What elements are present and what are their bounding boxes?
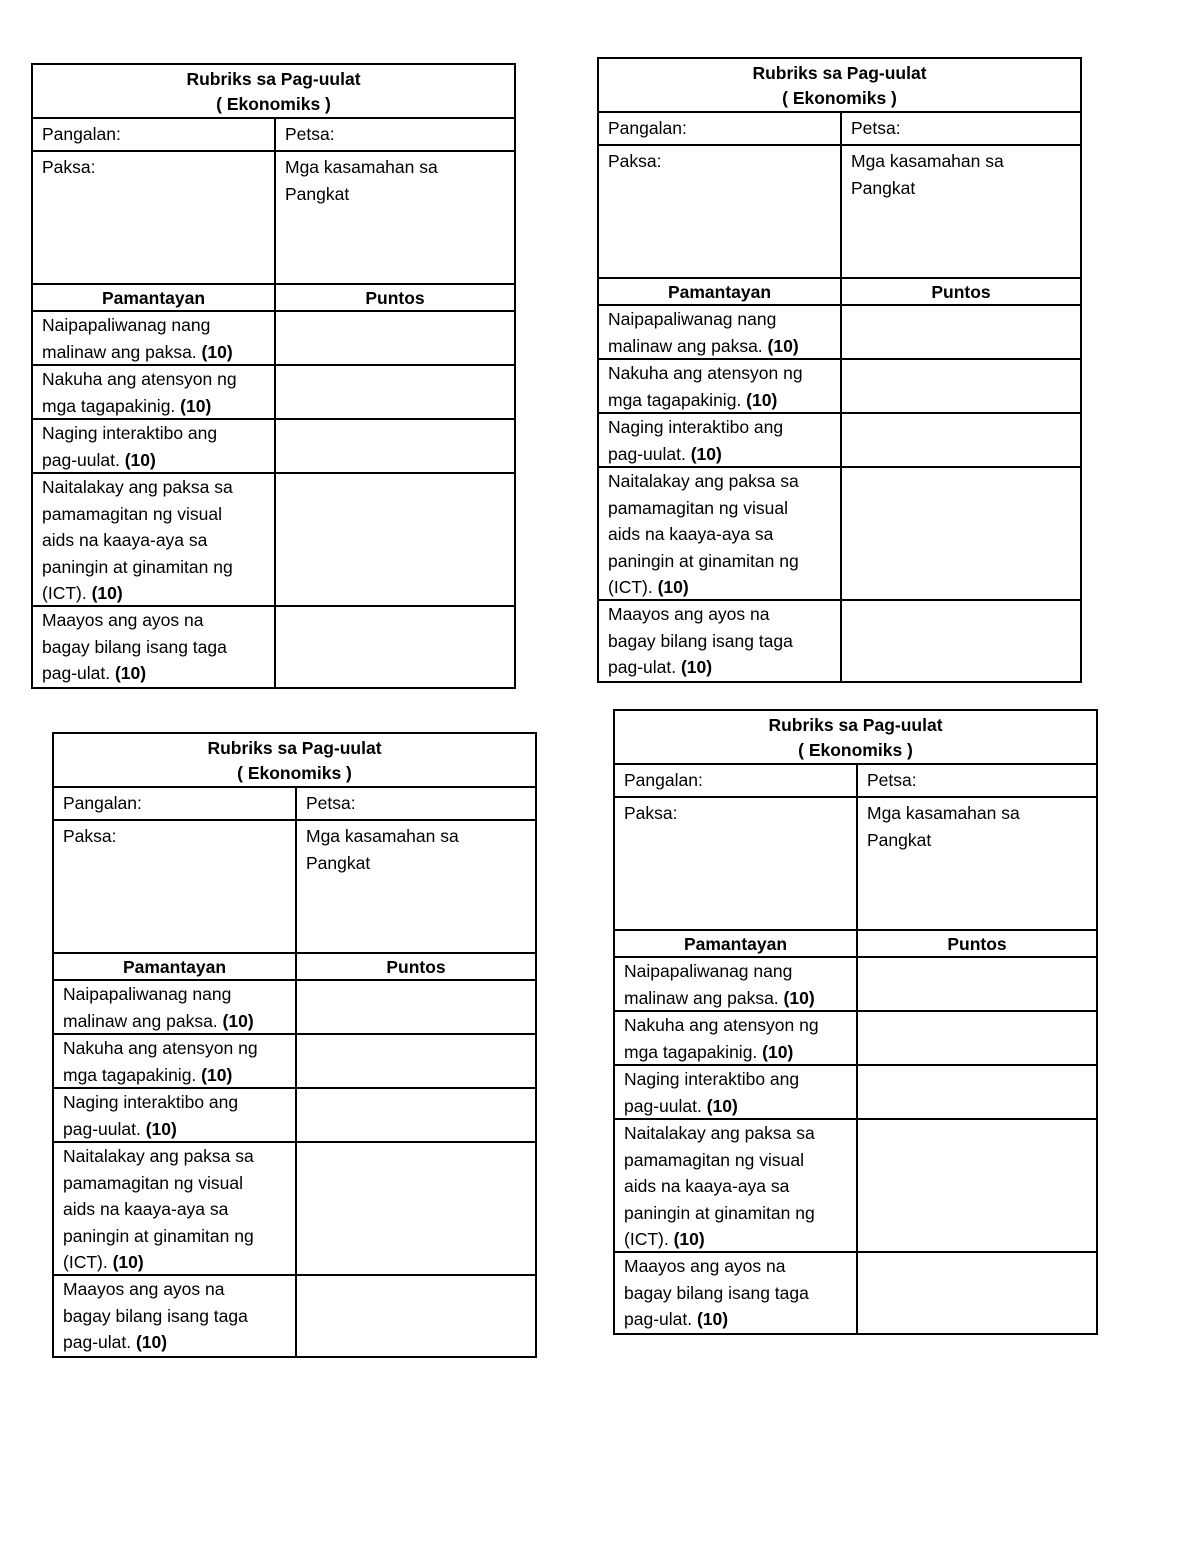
criteria-text: Naitalakay ang paksa sa pamamagitan ng visual aids na kaaya-aya sa paningin at ginamitan ng (ICT).: [63, 1146, 254, 1272]
score-cell[interactable]: [842, 306, 1080, 358]
rubric-card: [31, 63, 516, 689]
criteria-row: [615, 1066, 1096, 1120]
criteria-row: [599, 601, 1080, 681]
score-cell[interactable]: [858, 1066, 1096, 1118]
rubric-card: [613, 709, 1098, 1335]
score-cell[interactable]: [858, 1253, 1096, 1333]
score-cell[interactable]: [858, 1120, 1096, 1251]
date-field[interactable]: Petsa:: [306, 793, 356, 813]
criteria-row: [33, 474, 514, 607]
criteria-row: [615, 1012, 1096, 1066]
criteria-max-points: (10): [673, 1229, 705, 1249]
score-cell[interactable]: [276, 366, 514, 418]
date-field[interactable]: Petsa:: [285, 124, 335, 144]
rubric-card: [597, 57, 1082, 683]
criteria-text: Naging interaktibo ang pag-uulat.: [63, 1092, 239, 1139]
criteria-row: [54, 1089, 535, 1143]
score-cell[interactable]: [297, 1089, 535, 1141]
criteria-header: Pamantayan: [33, 285, 276, 310]
criteria-text: Maayos ang ayos na bagay bilang isang taga pag-ulat.: [624, 1256, 809, 1329]
table-header-row: [33, 285, 514, 312]
score-cell[interactable]: [858, 958, 1096, 1010]
criteria-row: [54, 1276, 535, 1356]
points-header: Puntos: [386, 957, 446, 977]
rubric-title: [33, 65, 514, 119]
criteria-max-points: (10): [124, 449, 156, 470]
topic-row: [599, 146, 1080, 279]
criteria-max-points: (10): [135, 1332, 168, 1352]
topic-row: [54, 821, 535, 954]
score-cell[interactable]: [276, 312, 514, 364]
name-field[interactable]: Pangalan:: [615, 765, 858, 796]
name-date-row: [33, 119, 514, 152]
table-header-row: [599, 279, 1080, 306]
criteria-text: Naipapaliwanag nang malinaw ang paksa.: [608, 309, 777, 356]
criteria-text: Maayos ang ayos na bagay bilang isang taga pag-ulat.: [63, 1279, 248, 1352]
rubric-title-line2: ( Ekonomiks ): [216, 94, 331, 114]
criteria-row: [615, 958, 1096, 1012]
score-cell[interactable]: [276, 420, 514, 472]
name-field[interactable]: Pangalan:: [599, 113, 842, 144]
criteria-text: Naitalakay ang paksa sa pamamagitan ng visual aids na kaaya-aya sa paningin at ginamitan ng (ICT).: [624, 1123, 815, 1249]
score-cell[interactable]: [297, 1143, 535, 1274]
group-members-field[interactable]: Mga kasamahan sa Pangkat: [851, 151, 1004, 198]
criteria-text: Naitalakay ang paksa sa pamamagitan ng visual aids na kaaya-aya sa paningin at ginamitan ng (ICT).: [608, 471, 799, 597]
table-header-row: [615, 931, 1096, 958]
criteria-text: Maayos ang ayos na bagay bilang isang taga pag-ulat.: [608, 604, 793, 677]
score-cell[interactable]: [276, 607, 514, 687]
topic-field[interactable]: Paksa:: [599, 146, 842, 277]
score-cell[interactable]: [297, 981, 535, 1033]
criteria-row: [615, 1253, 1096, 1333]
criteria-text: Maayos ang ayos na bagay bilang isang taga pag-ulat.: [42, 610, 227, 683]
criteria-row: [33, 607, 514, 687]
score-cell[interactable]: [297, 1276, 535, 1356]
criteria-text: Naging interaktibo ang pag-uulat.: [624, 1069, 800, 1116]
score-cell[interactable]: [297, 1035, 535, 1087]
criteria-text: Nakuha ang atensyon ng mga tagapakinig.: [63, 1038, 258, 1085]
rubric-title-line1: Rubriks sa Pag-uulat: [186, 69, 361, 89]
criteria-max-points: (10): [91, 583, 123, 603]
points-header: Puntos: [365, 288, 425, 308]
date-field[interactable]: Petsa:: [867, 770, 917, 790]
group-members-field[interactable]: Mga kasamahan sa Pangkat: [867, 803, 1020, 850]
rubric-title: [615, 711, 1096, 765]
criteria-max-points: (10): [690, 443, 722, 464]
name-date-row: [599, 113, 1080, 146]
name-field[interactable]: Pangalan:: [54, 788, 297, 819]
name-field[interactable]: Pangalan:: [33, 119, 276, 150]
rubric-card: [52, 732, 537, 1358]
criteria-max-points: (10): [222, 1010, 254, 1031]
criteria-text: Naipapaliwanag nang malinaw ang paksa.: [42, 315, 211, 362]
criteria-header: Pamantayan: [615, 931, 858, 956]
criteria-max-points: (10): [112, 1252, 144, 1272]
criteria-max-points: (10): [657, 577, 689, 597]
score-cell[interactable]: [842, 414, 1080, 466]
rubric-title-line2: ( Ekonomiks ): [237, 763, 352, 783]
topic-row: [33, 152, 514, 285]
points-header: Puntos: [947, 934, 1007, 954]
rubric-title: [599, 59, 1080, 113]
group-members-field[interactable]: Mga kasamahan sa Pangkat: [285, 157, 438, 204]
rubric-title-line1: Rubriks sa Pag-uulat: [768, 715, 943, 735]
criteria-row: [54, 1035, 535, 1089]
rubric-title-line1: Rubriks sa Pag-uulat: [752, 63, 927, 83]
criteria-row: [54, 1143, 535, 1276]
points-header: Puntos: [931, 282, 991, 302]
criteria-max-points: (10): [680, 657, 713, 677]
topic-row: [615, 798, 1096, 931]
criteria-text: Nakuha ang atensyon ng mga tagapakinig.: [42, 369, 237, 416]
criteria-max-points: (10): [696, 1309, 729, 1329]
criteria-text: Naipapaliwanag nang malinaw ang paksa.: [624, 961, 793, 1008]
criteria-row: [599, 306, 1080, 360]
criteria-max-points: (10): [145, 1118, 177, 1139]
criteria-text: Nakuha ang atensyon ng mga tagapakinig.: [624, 1015, 819, 1062]
criteria-max-points: (10): [746, 389, 778, 410]
criteria-max-points: (10): [706, 1095, 738, 1116]
table-header-row: [54, 954, 535, 981]
score-cell[interactable]: [858, 1012, 1096, 1064]
criteria-text: Naging interaktibo ang pag-uulat.: [42, 423, 218, 470]
criteria-max-points: (10): [767, 335, 799, 356]
rubric-title-line2: ( Ekonomiks ): [782, 88, 897, 108]
score-cell[interactable]: [842, 360, 1080, 412]
criteria-text: Naitalakay ang paksa sa pamamagitan ng visual aids na kaaya-aya sa paningin at ginamitan ng (ICT).: [42, 477, 233, 603]
criteria-row: [33, 312, 514, 366]
criteria-row: [599, 360, 1080, 414]
criteria-row: [54, 981, 535, 1035]
criteria-row: [33, 420, 514, 474]
name-date-row: [54, 788, 535, 821]
criteria-max-points: (10): [201, 341, 233, 362]
criteria-text: Naipapaliwanag nang malinaw ang paksa.: [63, 984, 232, 1031]
criteria-max-points: (10): [762, 1041, 794, 1062]
criteria-header: Pamantayan: [54, 954, 297, 979]
criteria-max-points: (10): [180, 395, 212, 416]
criteria-row: [615, 1120, 1096, 1253]
criteria-row: [599, 414, 1080, 468]
criteria-header: Pamantayan: [599, 279, 842, 304]
rubric-title-line1: Rubriks sa Pag-uulat: [207, 738, 382, 758]
criteria-row: [33, 366, 514, 420]
criteria-text: Naging interaktibo ang pag-uulat.: [608, 417, 784, 464]
criteria-row: [599, 468, 1080, 601]
criteria-max-points: (10): [783, 987, 815, 1008]
date-field[interactable]: Petsa:: [851, 118, 901, 138]
topic-field[interactable]: Paksa:: [33, 152, 276, 283]
score-cell[interactable]: [842, 468, 1080, 599]
rubric-title-line2: ( Ekonomiks ): [798, 740, 913, 760]
topic-field[interactable]: Paksa:: [615, 798, 858, 929]
criteria-text: Nakuha ang atensyon ng mga tagapakinig.: [608, 363, 803, 410]
criteria-max-points: (10): [201, 1064, 233, 1085]
criteria-max-points: (10): [114, 663, 147, 683]
score-cell[interactable]: [842, 601, 1080, 681]
name-date-row: [615, 765, 1096, 798]
group-members-field[interactable]: Mga kasamahan sa Pangkat: [306, 826, 459, 873]
score-cell[interactable]: [276, 474, 514, 605]
rubric-title: [54, 734, 535, 788]
topic-field[interactable]: Paksa:: [54, 821, 297, 952]
